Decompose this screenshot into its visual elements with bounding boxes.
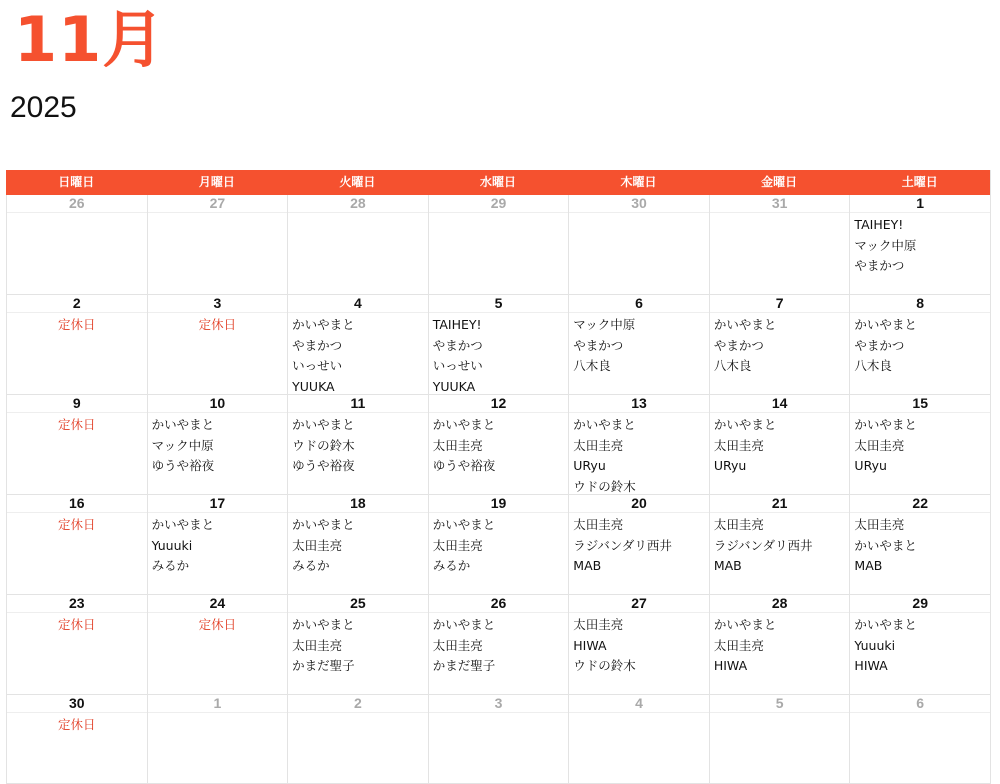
day-cell[interactable]	[428, 195, 569, 295]
day-number: 11	[288, 395, 428, 413]
event-list	[288, 613, 428, 677]
event-list	[850, 713, 990, 715]
event-item[interactable]: 八木良	[713, 358, 752, 373]
weekday-header: 木曜日	[620, 175, 657, 189]
event-item[interactable]: やまかつ	[573, 337, 624, 353]
day-number: 4	[288, 295, 428, 313]
event-list	[288, 413, 428, 477]
day-number: 1	[148, 695, 288, 713]
day-cell[interactable]	[147, 295, 288, 395]
day-number: 30	[7, 695, 147, 713]
event-item[interactable]: 太田圭亮	[292, 637, 343, 653]
day-cell[interactable]	[709, 695, 850, 784]
event-item[interactable]: みるか	[432, 558, 471, 573]
week-row	[6, 395, 990, 495]
day-cell[interactable]	[6, 195, 147, 295]
day-cell[interactable]	[849, 495, 990, 595]
day-cell[interactable]	[6, 395, 147, 495]
event-list	[7, 613, 147, 636]
event-item[interactable]: かいやまと	[292, 617, 355, 632]
event-list	[569, 413, 709, 495]
day-cell[interactable]	[568, 195, 709, 295]
event-list	[850, 613, 990, 677]
day-cell[interactable]	[6, 295, 147, 395]
day-cell[interactable]	[147, 595, 288, 695]
day-cell[interactable]	[568, 295, 709, 395]
week-row	[6, 595, 990, 695]
day-number: 27	[148, 195, 288, 213]
event-list	[148, 513, 288, 577]
event-item[interactable]: マック中原	[854, 237, 917, 253]
day-number: 2	[288, 695, 428, 713]
day-number: 5	[710, 695, 850, 713]
day-number: 15	[850, 395, 990, 413]
event-list	[429, 413, 569, 477]
event-list	[710, 613, 850, 677]
event-item[interactable]: みるか	[292, 558, 330, 573]
day-cell[interactable]	[147, 195, 288, 295]
event-item[interactable]: HIWA	[854, 658, 888, 673]
event-item[interactable]: かいやまと	[432, 617, 496, 632]
month-title: 11月	[14, 3, 166, 76]
event-item[interactable]: いっせい	[292, 358, 343, 373]
day-number: 27	[569, 595, 709, 613]
day-number: 29	[429, 195, 569, 213]
event-list	[569, 613, 709, 677]
event-list	[850, 513, 990, 577]
event-list	[288, 713, 428, 715]
day-cell[interactable]	[849, 595, 990, 695]
event-item[interactable]: かいやまと	[432, 517, 496, 532]
event-list	[429, 713, 569, 715]
calendar-grid	[6, 170, 991, 784]
weekday-header: 土曜日	[901, 175, 938, 189]
day-number: 3	[429, 695, 569, 713]
event-item[interactable]: 太田圭亮	[432, 537, 483, 553]
day-cell[interactable]	[849, 195, 990, 295]
weekday-header: 水曜日	[479, 175, 516, 189]
event-item[interactable]: YUUKA	[292, 378, 335, 394]
day-number: 18	[288, 495, 428, 513]
event-list	[710, 713, 850, 715]
day-number: 2	[7, 295, 147, 313]
day-number: 31	[710, 195, 850, 213]
day-cell[interactable]	[147, 395, 288, 495]
day-number: 28	[710, 595, 850, 613]
event-item[interactable]: Yuuuki	[151, 537, 193, 553]
event-item[interactable]: 八木良	[854, 358, 892, 373]
event-item[interactable]: 太田圭亮	[432, 637, 483, 653]
event-item[interactable]: かいやまと	[713, 417, 777, 432]
event-item[interactable]: かいやまと	[854, 317, 917, 332]
event-list	[148, 313, 288, 336]
event-list	[569, 713, 709, 715]
event-item[interactable]: HIWA	[713, 658, 748, 673]
event-item[interactable]: URyu	[854, 458, 887, 473]
holiday-label: 定休日	[198, 317, 237, 332]
day-cell[interactable]	[709, 295, 850, 395]
event-item[interactable]: やまかつ	[854, 258, 905, 273]
event-item[interactable]: 太田圭亮	[573, 517, 624, 532]
event-item[interactable]: 太田圭亮	[292, 537, 343, 553]
event-list	[710, 213, 850, 215]
day-number: 6	[850, 695, 990, 713]
event-list	[288, 313, 428, 395]
year-title: 2025	[10, 91, 77, 124]
day-cell[interactable]	[287, 695, 428, 784]
day-cell[interactable]	[6, 595, 147, 695]
day-cell[interactable]	[849, 295, 990, 395]
event-item[interactable]: HIWA	[573, 637, 607, 653]
day-cell[interactable]	[6, 695, 147, 784]
event-item[interactable]: 太田圭亮	[573, 617, 624, 632]
day-number: 26	[429, 595, 569, 613]
event-item[interactable]: かまだ聖子	[432, 658, 496, 673]
event-list	[710, 313, 850, 377]
holiday-label: 定休日	[198, 617, 237, 632]
event-item[interactable]: TAIHEY!	[854, 217, 904, 232]
event-list	[850, 313, 990, 377]
event-item[interactable]: ウドの鈴木	[573, 658, 636, 673]
day-number: 10	[148, 395, 288, 413]
event-item[interactable]: かいやまと	[292, 317, 355, 332]
event-item[interactable]: 太田圭亮	[854, 437, 905, 453]
event-item[interactable]: URyu	[713, 458, 747, 473]
day-cell[interactable]	[428, 595, 569, 695]
week-row	[6, 195, 990, 295]
event-list	[288, 513, 428, 577]
event-item[interactable]: かいやまと	[573, 417, 636, 432]
event-item[interactable]: ゆうや裕夜	[151, 458, 215, 473]
event-item[interactable]: ラジバンダリ西井	[713, 537, 813, 553]
event-item[interactable]: YUUKA	[432, 378, 476, 394]
event-item[interactable]: かまだ聖子	[292, 658, 355, 673]
event-list	[7, 513, 147, 536]
day-number: 26	[7, 195, 147, 213]
event-item[interactable]: ウドの鈴木	[573, 478, 636, 494]
day-number: 16	[7, 495, 147, 513]
day-number: 19	[429, 495, 569, 513]
event-item[interactable]: 太田圭亮	[713, 517, 764, 532]
weekday-header: 日曜日	[58, 175, 95, 189]
event-item[interactable]: MAB	[573, 558, 602, 573]
event-list	[7, 313, 147, 336]
weekday-header: 月曜日	[198, 175, 235, 189]
event-list	[569, 313, 709, 377]
event-item[interactable]: Yuuuki	[854, 637, 896, 653]
event-list	[710, 413, 850, 477]
day-cell[interactable]	[849, 395, 990, 495]
day-number: 3	[148, 295, 288, 313]
event-item[interactable]: かいやまと	[292, 417, 355, 432]
event-item[interactable]: 太田圭亮	[573, 437, 624, 453]
event-item[interactable]: かいやまと	[854, 537, 917, 553]
event-item[interactable]: 太田圭亮	[854, 517, 905, 532]
event-list	[429, 513, 569, 577]
day-number: 24	[148, 595, 288, 613]
event-item[interactable]: 太田圭亮	[713, 637, 764, 653]
event-list	[7, 413, 147, 436]
event-item[interactable]: かいやまと	[292, 517, 355, 532]
day-number: 12	[429, 395, 569, 413]
event-item[interactable]: かいやまと	[151, 417, 215, 432]
day-cell[interactable]	[709, 595, 850, 695]
event-item[interactable]: 太田圭亮	[713, 437, 764, 453]
event-list	[148, 213, 288, 215]
event-item[interactable]: かいやまと	[713, 317, 777, 332]
holiday-label: 定休日	[58, 317, 96, 332]
week-row	[6, 695, 990, 784]
day-number: 23	[7, 595, 147, 613]
day-number: 5	[429, 295, 569, 313]
event-item[interactable]: かいやまと	[854, 617, 917, 632]
day-cell[interactable]	[709, 495, 850, 595]
calendar-weeks	[6, 195, 990, 784]
event-item[interactable]: ゆうや裕夜	[432, 458, 496, 473]
day-cell[interactable]	[287, 495, 428, 595]
event-list	[148, 413, 288, 477]
event-list	[710, 513, 850, 577]
day-cell[interactable]	[287, 395, 428, 495]
day-cell[interactable]	[147, 695, 288, 784]
event-list	[7, 213, 147, 215]
day-cell[interactable]	[287, 295, 428, 395]
event-item[interactable]: 太田圭亮	[432, 437, 483, 453]
weekday-header: 火曜日	[339, 175, 376, 189]
event-list	[288, 213, 428, 215]
day-number: 21	[710, 495, 850, 513]
event-item[interactable]: みるか	[151, 558, 190, 573]
event-item[interactable]: かいやまと	[432, 417, 496, 432]
day-number: 22	[850, 495, 990, 513]
day-number: 4	[569, 695, 709, 713]
day-cell[interactable]	[849, 695, 990, 784]
event-item[interactable]: かいやまと	[854, 417, 917, 432]
event-list	[569, 213, 709, 215]
day-cell[interactable]	[709, 195, 850, 295]
event-item[interactable]: やまかつ	[854, 337, 905, 353]
day-number: 28	[288, 195, 428, 213]
day-cell[interactable]	[568, 395, 709, 495]
event-item[interactable]: URyu	[573, 458, 606, 473]
event-item[interactable]: ラジバンダリ西井	[573, 537, 672, 553]
event-item[interactable]: マック中原	[573, 317, 636, 332]
holiday-label: 定休日	[58, 517, 96, 532]
week-row	[6, 495, 990, 595]
event-list	[148, 713, 288, 715]
event-item[interactable]: MAB	[713, 558, 742, 573]
day-cell[interactable]	[428, 495, 569, 595]
day-cell[interactable]	[287, 595, 428, 695]
day-number: 6	[569, 295, 709, 313]
week-row	[6, 295, 990, 395]
day-cell[interactable]	[147, 495, 288, 595]
weekday-header: 金曜日	[761, 175, 798, 189]
holiday-label: 定休日	[58, 717, 96, 732]
day-cell[interactable]	[428, 695, 569, 784]
day-cell[interactable]	[287, 195, 428, 295]
day-cell[interactable]	[428, 295, 569, 395]
day-number: 13	[569, 395, 709, 413]
event-list	[850, 413, 990, 477]
event-list	[569, 513, 709, 577]
weekday-header-row	[6, 170, 990, 195]
event-item[interactable]: やまかつ	[432, 337, 483, 353]
event-item[interactable]: いっせい	[432, 358, 483, 373]
holiday-label: 定休日	[58, 617, 96, 632]
holiday-label: 定休日	[58, 417, 96, 432]
event-item[interactable]: 八木良	[573, 358, 611, 373]
day-cell[interactable]	[568, 595, 709, 695]
event-list	[850, 213, 990, 277]
event-item[interactable]: かいやまと	[713, 617, 777, 632]
day-number: 20	[569, 495, 709, 513]
event-list	[7, 713, 147, 736]
day-number: 17	[148, 495, 288, 513]
day-cell[interactable]	[568, 495, 709, 595]
event-item[interactable]: MAB	[854, 558, 883, 573]
event-item[interactable]: ウドの鈴木	[292, 437, 355, 453]
day-cell[interactable]	[428, 395, 569, 495]
day-number: 1	[850, 195, 990, 213]
day-number: 29	[850, 595, 990, 613]
event-list	[429, 213, 569, 215]
day-number: 8	[850, 295, 990, 313]
event-item[interactable]: ゆうや裕夜	[292, 458, 355, 473]
event-item[interactable]: TAIHEY!	[432, 317, 482, 332]
event-item[interactable]: やまかつ	[292, 337, 343, 353]
day-number: 7	[710, 295, 850, 313]
day-number: 25	[288, 595, 428, 613]
day-cell[interactable]	[568, 695, 709, 784]
day-number: 9	[7, 395, 147, 413]
event-item[interactable]: やまかつ	[713, 337, 764, 353]
day-number: 30	[569, 195, 709, 213]
event-item[interactable]: かいやまと	[151, 517, 215, 532]
event-item[interactable]: マック中原	[151, 437, 214, 453]
day-number: 14	[710, 395, 850, 413]
event-list	[148, 613, 288, 636]
event-list	[429, 613, 569, 677]
day-cell[interactable]	[709, 395, 850, 495]
event-list	[429, 313, 569, 395]
day-cell[interactable]	[6, 495, 147, 595]
